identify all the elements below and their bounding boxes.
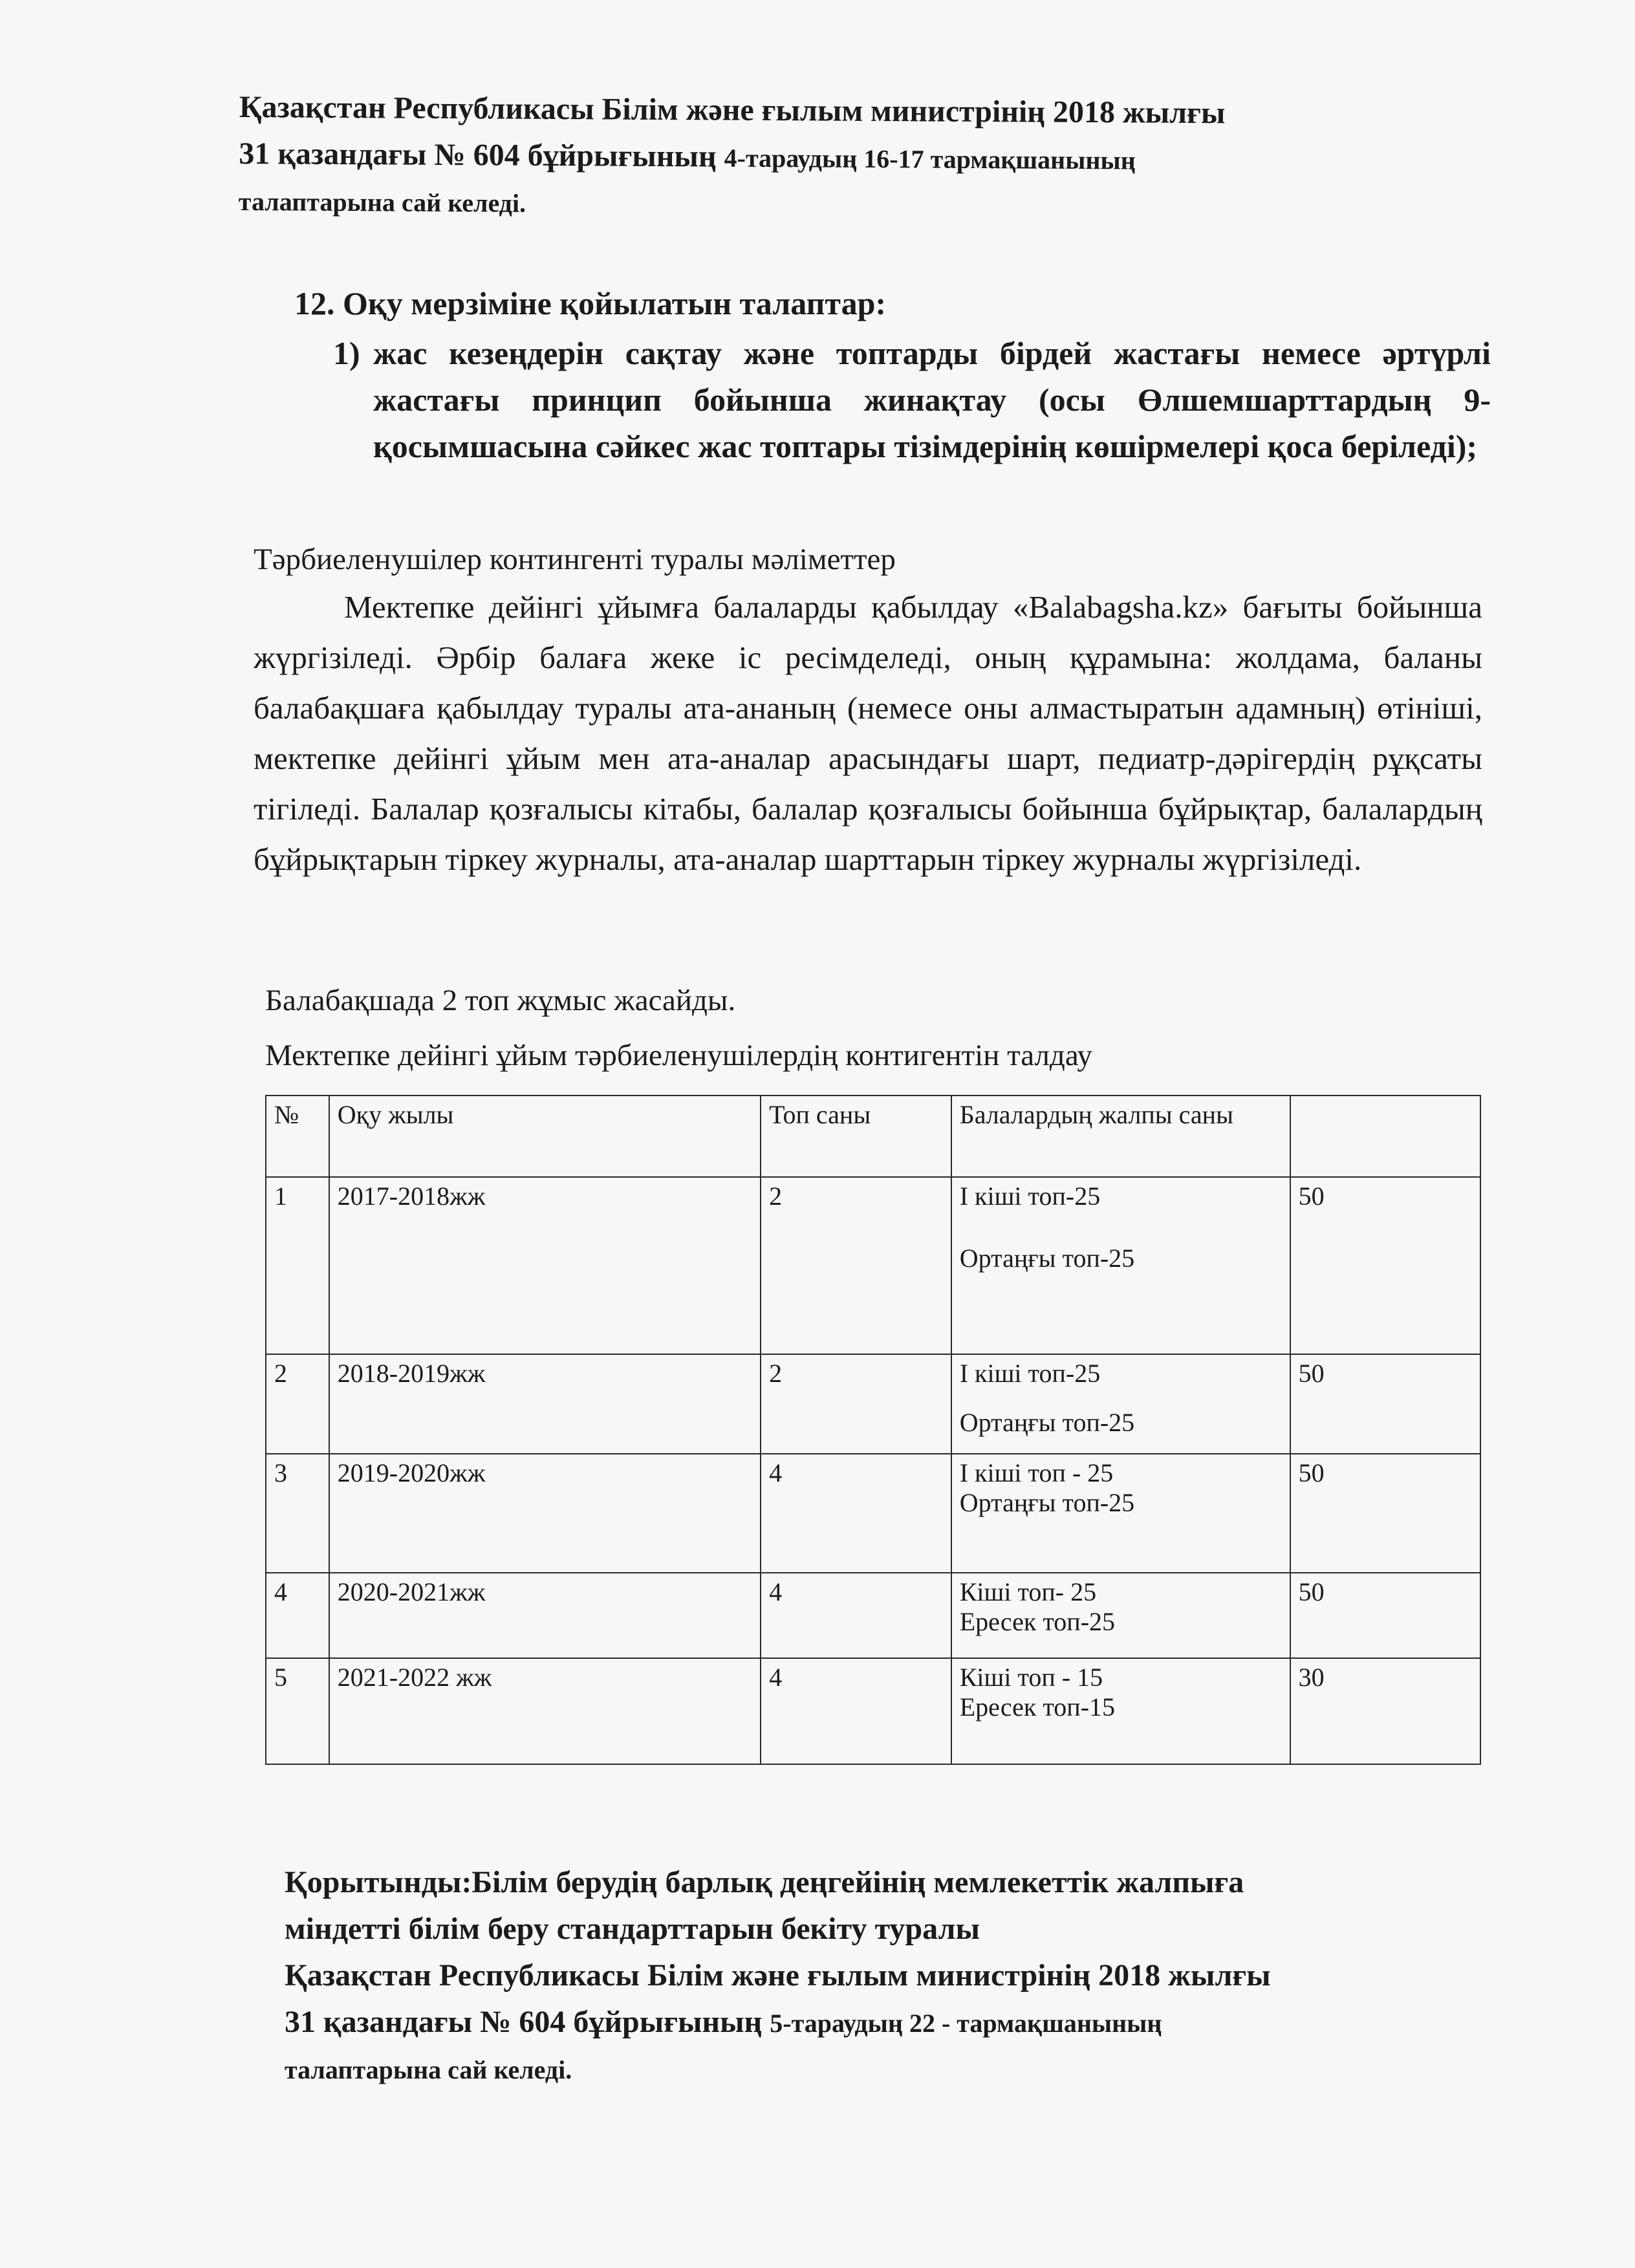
cell-no: 3 xyxy=(266,1454,329,1573)
group-entry: Кіші топ- 25 xyxy=(959,1577,1097,1606)
group-entry: І кіші топ-25 xyxy=(959,1182,1101,1211)
header-year: Оқу жылы xyxy=(329,1096,761,1177)
cell-group-list xyxy=(951,1354,1290,1454)
cell-groups: 4 xyxy=(761,1658,951,1764)
group-entry: Ересек топ-15 xyxy=(959,1692,1116,1722)
group-entry: І кіші топ - 25 xyxy=(959,1458,1114,1487)
cell-year: 2021-2022 жж xyxy=(329,1658,761,1764)
cell-total: 50 xyxy=(1290,1573,1480,1658)
group-entry: Ортаңғы топ-25 xyxy=(959,1244,1135,1273)
header-children: Балалардың жалпы саны xyxy=(951,1096,1290,1177)
groups-line: Балабақшада 2 топ жұмыс жасайды. xyxy=(265,984,736,1017)
requirements-item xyxy=(333,330,1491,470)
requirements-item-text: жас кезеңдерін сақтау және топтарды бірдей жастағы немесе әртүрлі жастағы принцип бойынша жинақтау (осы Өлшемшарттардың 9-қосымшасына сәйкес жас топтары тізімдерінің көшірмелері қоса беріледі); xyxy=(373,335,1491,464)
cell-no: 5 xyxy=(266,1658,329,1764)
conclusion-line-2: міндетті білім беру стандарттарын бекіту туралы xyxy=(285,1912,980,1946)
conclusion-line-4 xyxy=(285,1999,1513,2047)
cell-total: 30 xyxy=(1290,1658,1480,1764)
conclusion-line-1: Қорытынды:Білім берудің барлық деңгейінің мемлекеттік жалпыға xyxy=(285,1865,1244,1899)
cell-total: 50 xyxy=(1290,1177,1480,1354)
admission-paragraph: Мектепке дейінгі ұйымға балаларды қабылдау «Balabagsha.kz» бағыты бойынша жүргізіледі. Әрбір балаға жеке іс ресімделеді, оның құрамына: жолдама, баланы балабақшаға қабылдау туралы ата-ананың (немесе оны алмастыратын адамның) өтініші, мектепке дейінгі ұйым мен ата-аналар арасындағы шарт, педиатр-дәрігердің рұқсаты тігіледі. Балалар қозғалысы кітабы, балалар қозғалысы бойынша бұйрықтар, балалардың бұйрықтарын тіркеу журналы, ата-аналар шарттарын тіркеу журналы жүргізіледі. xyxy=(254,589,1482,877)
info-heading: Тәрбиеленушілер контингенті туралы мәліметтер xyxy=(254,543,896,576)
group-entry: Ортаңғы топ-25 xyxy=(959,1408,1135,1437)
table-header-row xyxy=(266,1096,1480,1177)
cell-group-list xyxy=(951,1573,1290,1658)
conclusion-line-4-rest: 5-тараудың 22 - тармақшанының xyxy=(770,2009,1162,2038)
group-entry: Ересек топ-25 xyxy=(959,1607,1116,1636)
cell-no: 4 xyxy=(266,1573,329,1658)
cell-groups: 2 xyxy=(761,1177,951,1354)
requirements-item-number: 1) xyxy=(333,335,360,371)
cell-groups: 4 xyxy=(761,1454,951,1573)
header-line-2-main: 31 қазандағы № 604 бұйрығының xyxy=(239,136,717,174)
table-row xyxy=(266,1573,1480,1658)
cell-total: 50 xyxy=(1290,1454,1480,1573)
table-row xyxy=(266,1658,1480,1764)
conclusion-line-3: Қазақстан Республикасы Білім және ғылым министрінің 2018 жылғы xyxy=(285,1958,1271,1993)
cell-no: 2 xyxy=(266,1354,329,1454)
cell-groups: 4 xyxy=(761,1573,951,1658)
group-entry: І кіші топ-25 xyxy=(959,1359,1101,1388)
cell-year: 2019-2020жж xyxy=(329,1454,761,1573)
cell-total: 50 xyxy=(1290,1354,1480,1454)
cell-year: 2020-2021жж xyxy=(329,1573,761,1658)
table-row xyxy=(266,1354,1480,1454)
cell-group-list xyxy=(951,1177,1290,1354)
cell-groups: 2 xyxy=(761,1354,951,1454)
header-total xyxy=(1290,1096,1480,1177)
conclusion-line-4-main: 31 қазандағы № 604 бұйрығының xyxy=(285,2005,763,2039)
contingent-table xyxy=(265,1095,1481,1765)
conclusion xyxy=(285,1859,1513,2093)
cell-group-list xyxy=(951,1454,1290,1573)
header-line-2-rest: 4-тараудың 16-17 тармақшанының xyxy=(724,143,1136,175)
header-groups: Топ саны xyxy=(761,1096,951,1177)
group-entry: Ортаңғы топ-25 xyxy=(959,1488,1135,1517)
table-row xyxy=(266,1177,1480,1354)
analysis-heading: Мектепке дейінгі ұйым тәрбиеленушілердің контигентін талдау xyxy=(265,1039,1092,1072)
header-line-3: талаптарына сай келеді. xyxy=(238,186,526,218)
cell-no: 1 xyxy=(266,1177,329,1354)
cell-year: 2017-2018жж xyxy=(329,1177,761,1354)
conclusion-line-5: талаптарына сай келеді. xyxy=(285,2055,572,2084)
cell-year: 2018-2019жж xyxy=(329,1354,761,1454)
table-row xyxy=(266,1454,1480,1573)
requirements-title: 12. Оқу мерзіміне қойылатын талаптар: xyxy=(294,285,887,321)
header-reference xyxy=(239,84,1520,233)
header-no: № xyxy=(266,1096,329,1177)
header-line-1: Қазақстан Республикасы Білім және ғылым министрінің 2018 жылғы xyxy=(239,89,1226,131)
group-entry: Кіші топ - 15 xyxy=(959,1663,1103,1692)
header-line-2 xyxy=(239,131,1519,186)
cell-group-list xyxy=(951,1658,1290,1764)
